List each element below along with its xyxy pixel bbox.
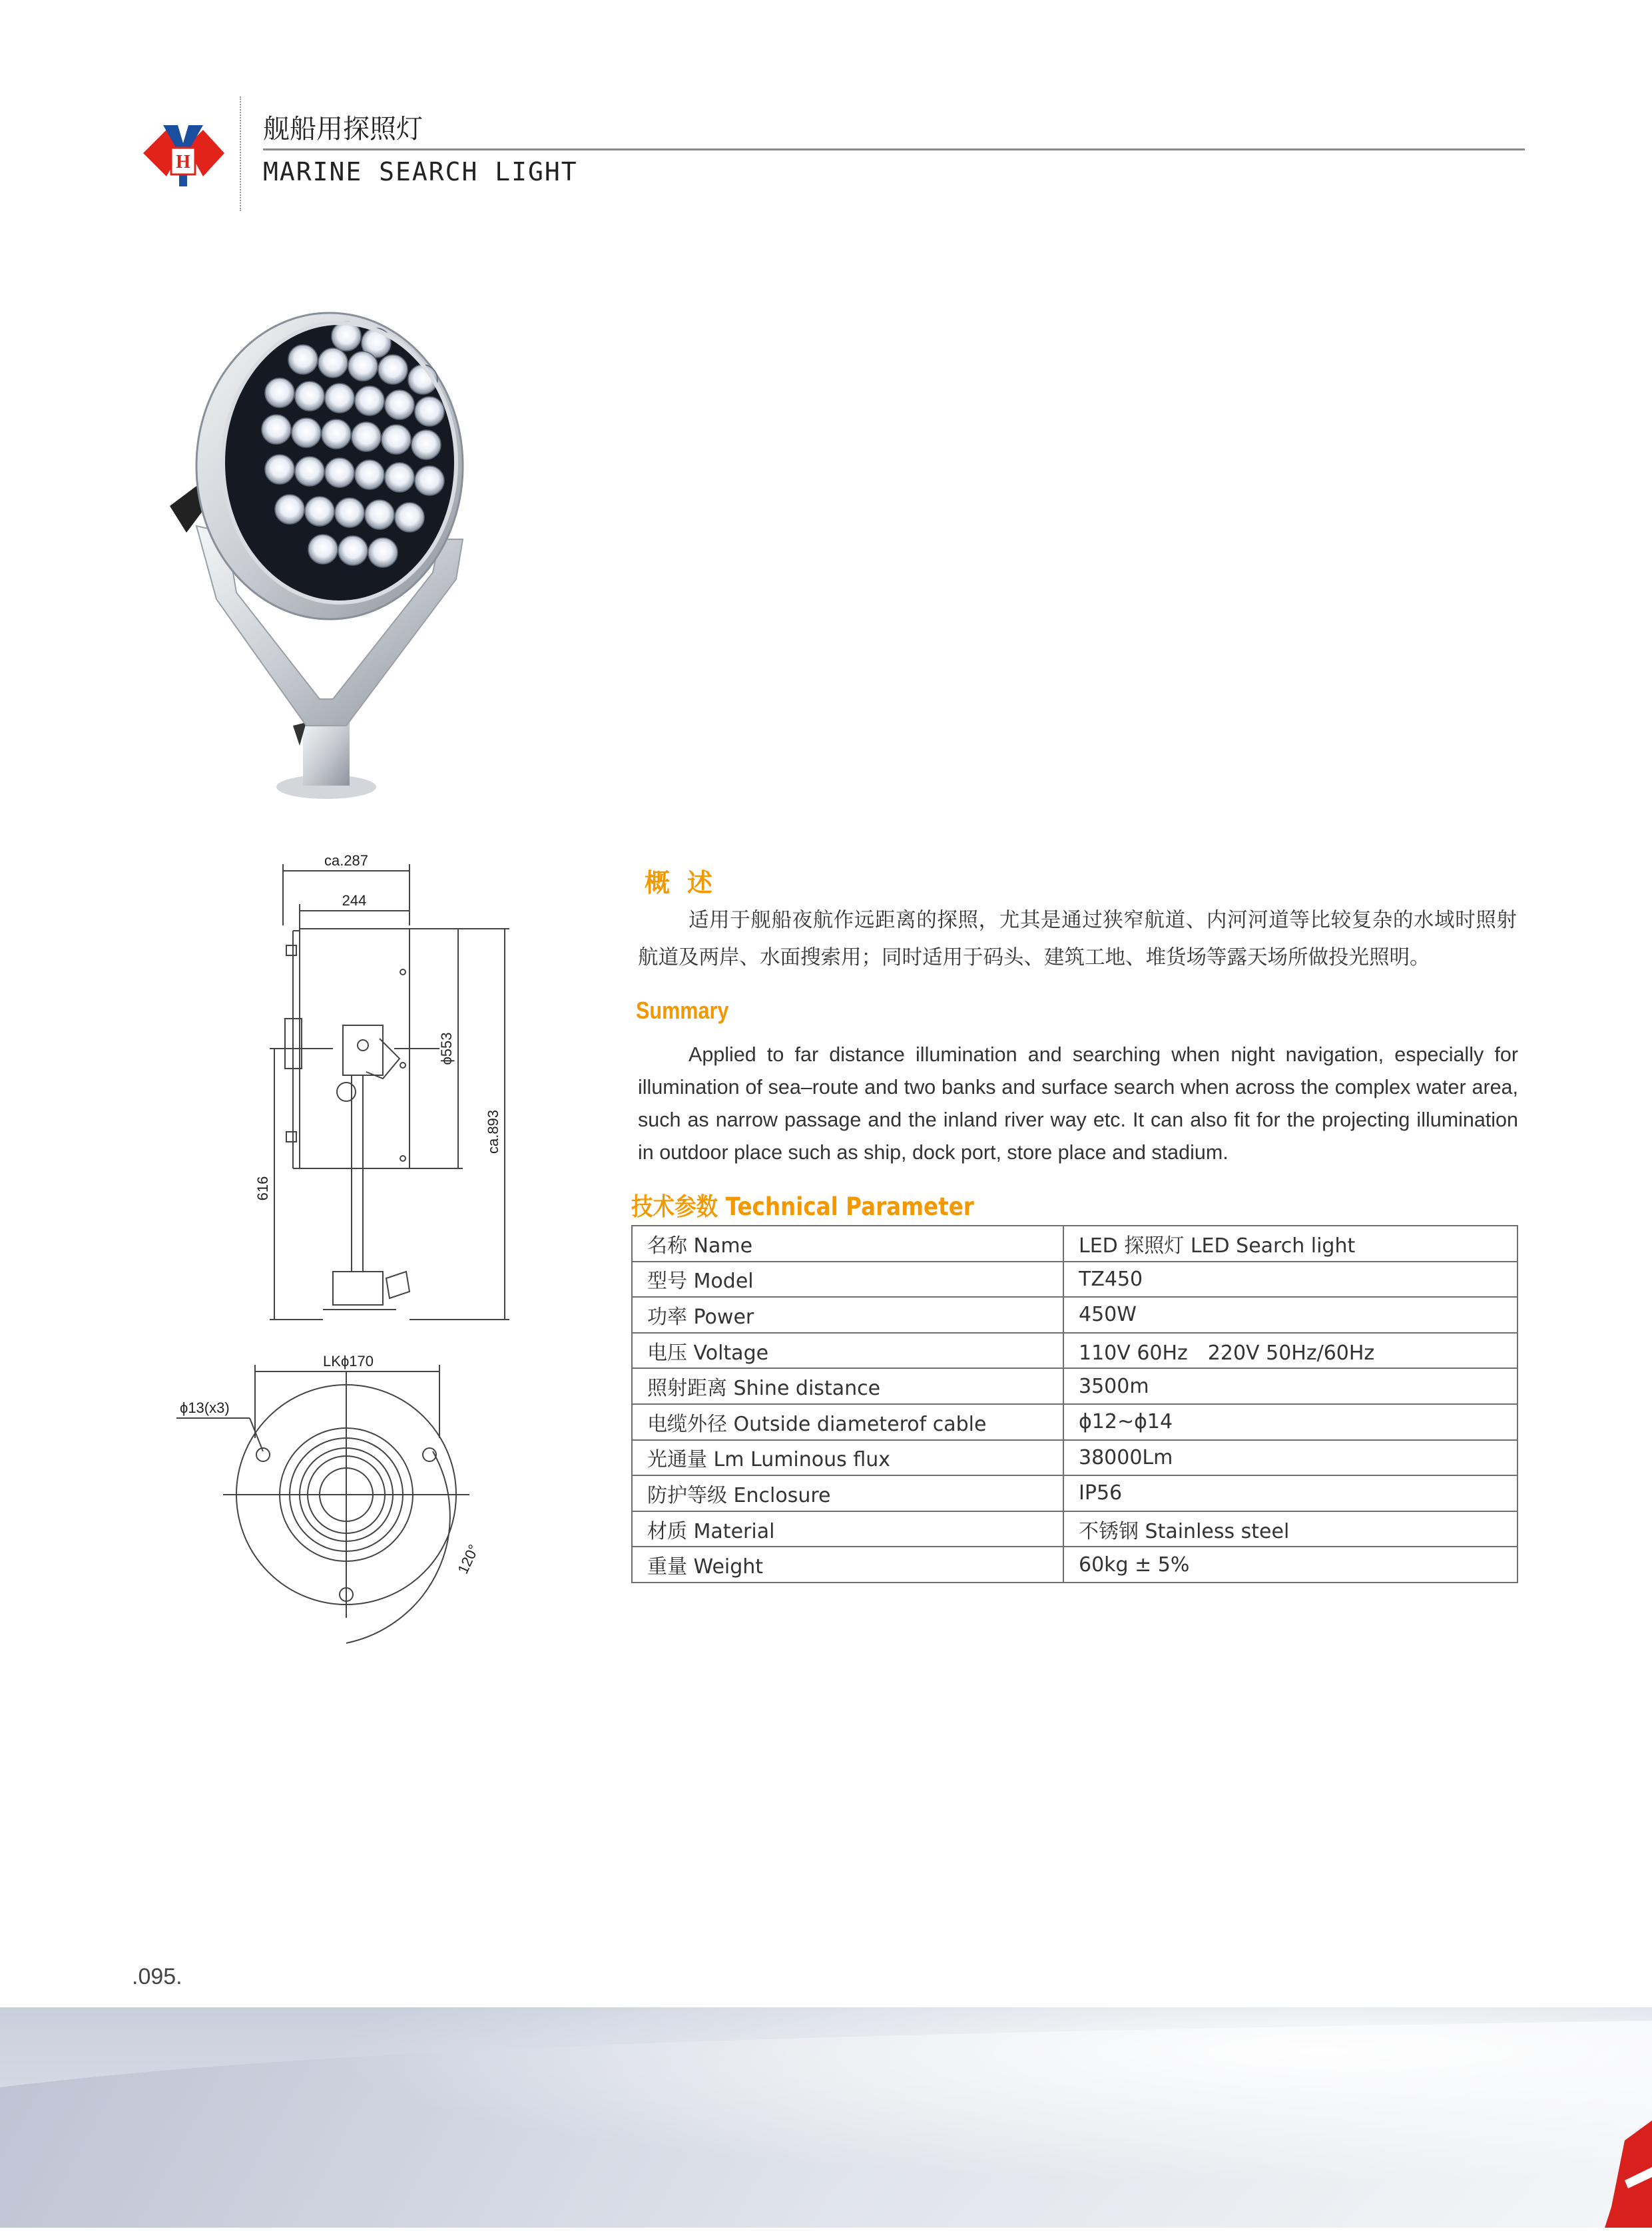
summary-heading: Summary [636, 997, 729, 1024]
summary-text: Applied to far distance illumination and searching when night navigation, especially for illumination of sea–route and two banks and surface search when across the complex water area, such as narrow passage and the inland river way etc. It can also fit for the projecting illumination in outdoor place such as ship, dock port, store place and stadium. [638, 1043, 1518, 1164]
side-dimension-drawing [240, 846, 533, 1338]
parameter-heading: 技术参数 Technical Parameter [631, 1192, 974, 1221]
table-row [632, 1368, 1517, 1404]
table-row [632, 1440, 1517, 1476]
table-row [632, 1262, 1517, 1298]
table-row [632, 1333, 1517, 1369]
param-value: 3500m [1063, 1368, 1517, 1404]
dim-width-total: ca.287 [324, 852, 369, 869]
param-value: 60kg ± 5% [1063, 1547, 1517, 1583]
overview-heading: 概述 [645, 868, 730, 897]
table-row [632, 1511, 1517, 1547]
param-label: 材质 Material [632, 1511, 1063, 1547]
dim-diameter: ϕ553 [438, 1032, 455, 1065]
param-value: LED 探照灯 LED Search light [1063, 1226, 1517, 1262]
table-row [632, 1547, 1517, 1583]
param-value: 38000Lm [1063, 1440, 1517, 1476]
logo-letter: H [176, 152, 190, 172]
page-title-en: MARINE SEARCH LIGHT [263, 157, 578, 186]
page-number: .095. [132, 1964, 182, 1989]
param-value: TZ450 [1063, 1262, 1517, 1298]
param-label: 名称 Name [632, 1226, 1063, 1262]
dim-bolt-circle: LKϕ170 [323, 1353, 374, 1369]
param-label: 电缆外径 Outside diameterof cable [632, 1404, 1063, 1440]
page-title-zh: 舰船用探照灯 [263, 114, 423, 144]
base-dimension-drawing [170, 1345, 516, 1658]
param-value: IP56 [1063, 1475, 1517, 1511]
param-label: 照射距离 Shine distance [632, 1368, 1063, 1404]
dim-height-total: ca.893 [485, 1109, 501, 1154]
dim-width-body: 244 [342, 892, 367, 909]
header-rule [263, 148, 1525, 150]
parameter-table [631, 1225, 1518, 1583]
dim-height-pillar: 616 [254, 1176, 271, 1201]
param-label: 型号 Model [632, 1262, 1063, 1298]
param-label: 重量 Weight [632, 1547, 1063, 1583]
param-label: 电压 Voltage [632, 1333, 1063, 1369]
company-logo-icon [137, 107, 230, 200]
param-value: 不锈钢 Stainless steel [1063, 1511, 1517, 1547]
table-row [632, 1297, 1517, 1333]
table-row [632, 1226, 1517, 1262]
dim-angle: 120° [454, 1541, 483, 1577]
table-row [632, 1404, 1517, 1440]
header-vertical-divider [240, 97, 241, 211]
ship-water-spray-photo [0, 2007, 1652, 2228]
table-row [632, 1475, 1517, 1511]
param-value: ϕ12~ϕ14 [1063, 1404, 1517, 1440]
param-value: 450W [1063, 1297, 1517, 1333]
param-label: 防护等级 Enclosure [632, 1475, 1063, 1511]
led-searchlight-photo [170, 286, 516, 806]
param-label: 功率 Power [632, 1297, 1063, 1333]
dim-holes: ϕ13(x3) [180, 1399, 230, 1416]
overview-text: 适用于舰船夜航作远距离的探照，尤其是通过狭窄航道、内河河道等比较复杂的水域时照射航道及两岸、水面搜索用；同时适用于码头、建筑工地、堆货场等露天场所做投光照明。 [638, 909, 1517, 969]
param-value: 110V 60Hz 220V 50Hz/60Hz [1063, 1333, 1517, 1369]
param-label: 光通量 Lm Luminous flux [632, 1440, 1063, 1476]
